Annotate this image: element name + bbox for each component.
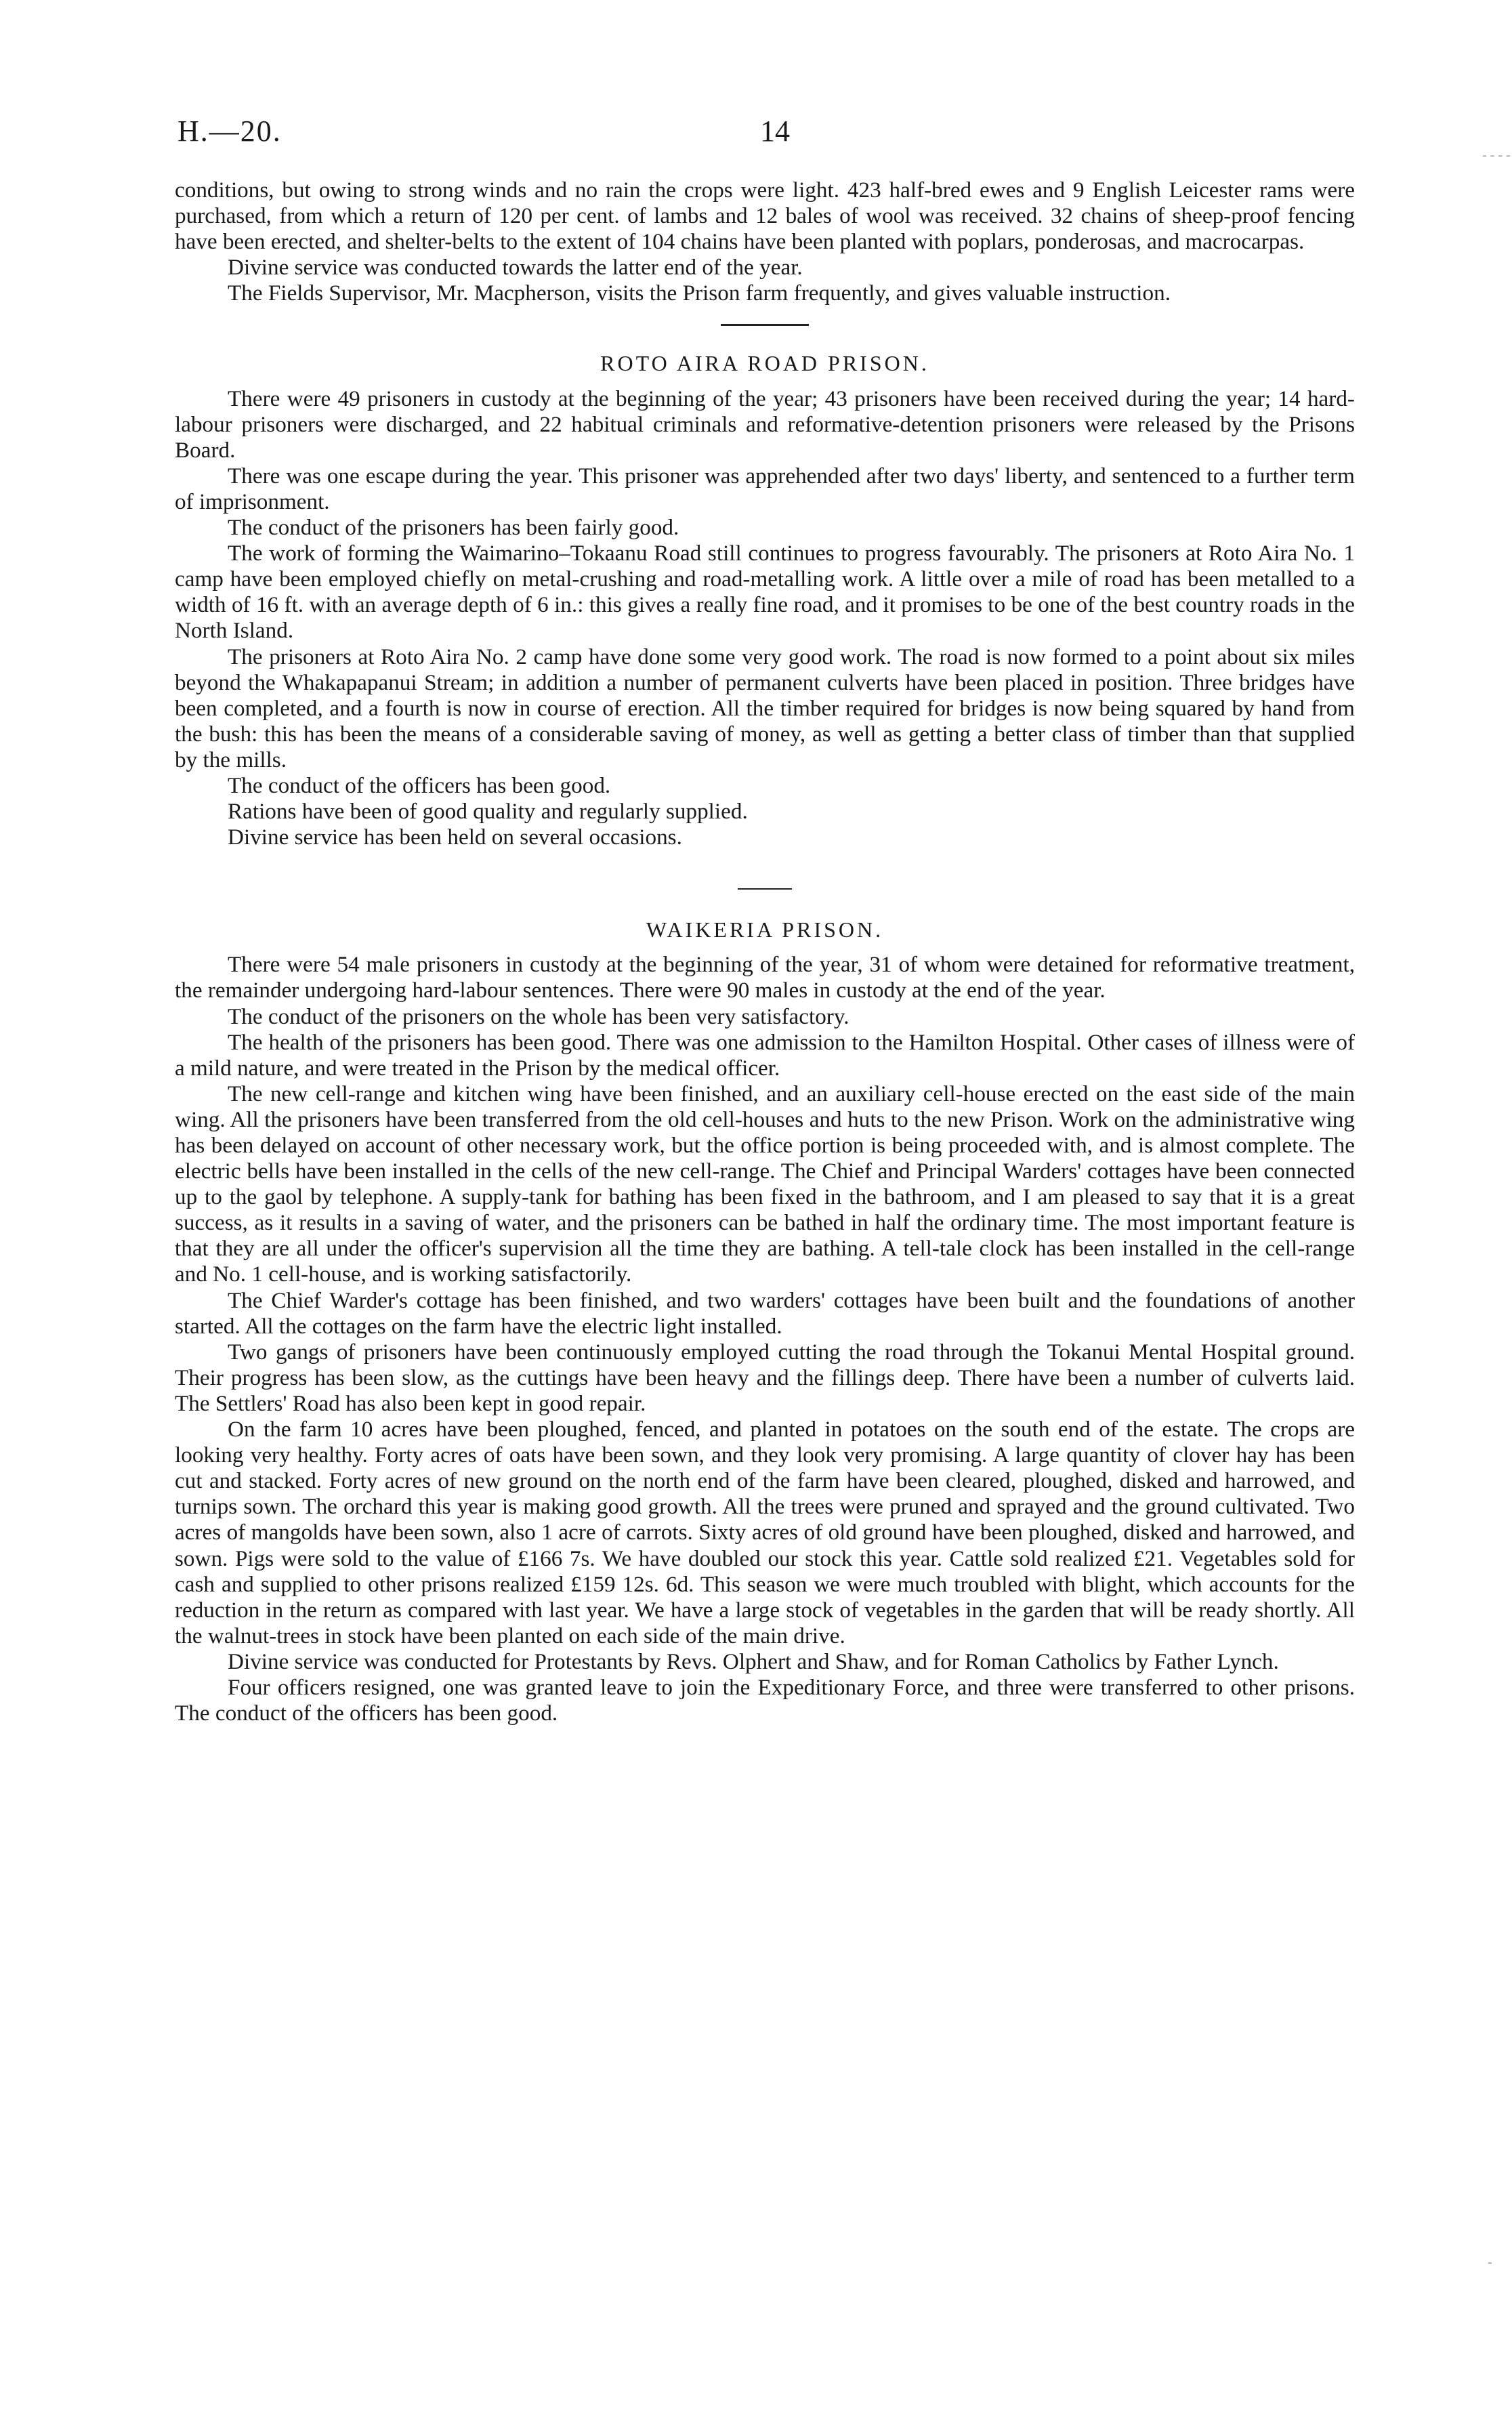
paragraph: Divine service was conducted for Protestants by Revs. Olphert and Shaw, and for Roman Catholics by Father Lynch. — [228, 1648, 1279, 1674]
section-divider — [738, 888, 792, 890]
section-divider — [721, 324, 809, 326]
paragraph: The work of forming the Waimarino–Tokaanu Road still continues to progress favourably. The prisoners at Roto Aira No. 1 camp have been employed chiefly on metal-crushing and road-metalling work. A little over a mile of road has been metalled to a width of 16 ft. with an average depth of 6 in.: this gives a really fine road, and it promises to be one of the best country roads in the North Island. — [175, 541, 1355, 644]
paragraph: Rations have been of good quality and regularly supplied. — [228, 799, 748, 825]
roto-aira-section — [175, 350, 1355, 850]
page-header — [177, 114, 1358, 154]
paragraph: The conduct of the officers has been good. — [228, 772, 611, 798]
paragraph: Four officers resigned, one was granted leave to join the Expeditionary Force, and three were transferred to other prisons. The conduct of the officers has been good. — [175, 1674, 1355, 1726]
paragraph: The Chief Warder's cottage has been finished, and two warders' cottages have been built and the foundations of another started. All the cottages on the farm have the electric light installed. — [175, 1287, 1355, 1339]
intro-paragraph: The Fields Supervisor, Mr. Macpherson, visits the Prison farm frequently, and gives valuable instruction. — [228, 280, 1171, 306]
margin-mark: - — [1488, 2255, 1492, 2270]
intro-paragraph: Divine service was conducted towards the latter end of the year. — [228, 255, 803, 280]
paragraph: The new cell-range and kitchen wing have been finished, and an auxiliary cell-house erected on the east side of the main wing. All the prisoners have been transferred from the old cell-houses and huts to the new Prison. Work on the administrative wing has been delayed on account of other necessary work, but the office portion is being proceeded with, and is almost complete. The electric bells have been installed in the cells of the new cell-range. The Chief and Principal Warders' cottages have been connected up to the gaol by telephone. A supply-tank for bathing has been fixed in the bathroom, and I am pleased to say that it is a great success, as it results in a saving of water, and the prisoners can be bathed in half the ordinary time. The most important feature is that they are all under the officer's supervision all the time they are bathing. A tell-tale clock has been installed in the cell-range and No. 1 cell-house, and is working satisfactorily. — [175, 1081, 1355, 1287]
paragraph: The health of the prisoners has been good. There was one admission to the Hamilton Hospital. Other cases of illness were of a mild nature, and were treated in the Prison by the medical officer. — [175, 1029, 1355, 1081]
section-title: ROTO AIRA ROAD PRISON. — [600, 351, 929, 376]
waikeria-section — [175, 917, 1355, 1726]
paragraph: The conduct of the prisoners has been fairly good. — [228, 515, 679, 541]
page-body — [175, 178, 1355, 1726]
paragraph: There were 54 male prisoners in custody at the beginning of the year, 31 of whom were detained for reformative treatment, the remainder undergoing hard-labour sentences. There were 90 males in custody at the end of the year. — [175, 952, 1355, 1003]
document-reference: H.—20. — [177, 115, 282, 148]
paragraph: The prisoners at Roto Aira No. 2 camp have done some very good work. The road is now formed to a point about six miles beyond the Whakapapanui Stream; in addition a number of permanent culverts have been placed in position. Three bridges have been completed, and a fourth is now in course of erection. All the timber required for bridges is now being squared by hand from the bush: this has been the means of a considerable saving of money, as well as getting a better class of timber than that supplied by the mills. — [175, 644, 1355, 772]
paragraph: The conduct of the prisoners on the whole has been very satisfactory. — [228, 1003, 849, 1029]
intro-paragraph: conditions, but owing to strong winds and no rain the crops were light. 423 half-bred ewes and 9 English Leicester rams were purchased, from which a return of 120 per cent. of lambs and 12 bales of wool was received. 32 chains of sheep-proof fencing have been erected, and shelter-belts to the extent of 104 chains have been planted with poplars, ponderosas, and macrocarpas. — [175, 178, 1355, 255]
page-number: 14 — [760, 115, 790, 148]
section-title: WAIKERIA PRISON. — [646, 917, 884, 942]
paragraph: There were 49 prisoners in custody at the beginning of the year; 43 prisoners have been received during the year; 14 hard-labour prisoners were discharged, and 22 habitual criminals and reformative-detention prisoners were released by the Prisons Board. — [175, 386, 1355, 463]
margin-mark: - - - - — [1482, 148, 1511, 163]
paragraph: Divine service has been held on several occasions. — [228, 825, 682, 850]
paragraph: There was one escape during the year. This prisoner was apprehended after two days' liberty, and sentenced to a further term of imprisonment. — [175, 463, 1355, 514]
paragraph: Two gangs of prisoners have been continuously employed cutting the road through the Tokanui Mental Hospital ground. Their progress has been slow, as the cuttings have been heavy and the fillings deep. There have been a number of culverts laid. The Settlers' Road has also been kept in good repair. — [175, 1339, 1355, 1416]
paragraph: On the farm 10 acres have been ploughed, fenced, and planted in potatoes on the south end of the estate. The crops are looking very healthy. Forty acres of oats have been sown, and they look very promising. A large quantity of clover hay has been cut and stacked. Forty acres of new ground on the north end of the farm have been cleared, ploughed, disked and harrowed, and turnips sown. The orchard this year is making good growth. All the trees were pruned and sprayed and the ground cultivated. Two acres of mangolds have been sown, also 1 acre of carrots. Sixty acres of old ground have been ploughed, disked and harrowed, and sown. Pigs were sold to the value of £166 7s. We have doubled our stock this year. Cattle sold realized £21. Vegetables sold for cash and supplied to other prisons realized £159 12s. 6d. This season we were much troubled with blight, which accounts for the reduction in the return as compared with last year. We have a large stock of vegetables in the garden that will be ready shortly. All the walnut-trees in stock have been planted on each side of the main drive. — [175, 1417, 1355, 1648]
